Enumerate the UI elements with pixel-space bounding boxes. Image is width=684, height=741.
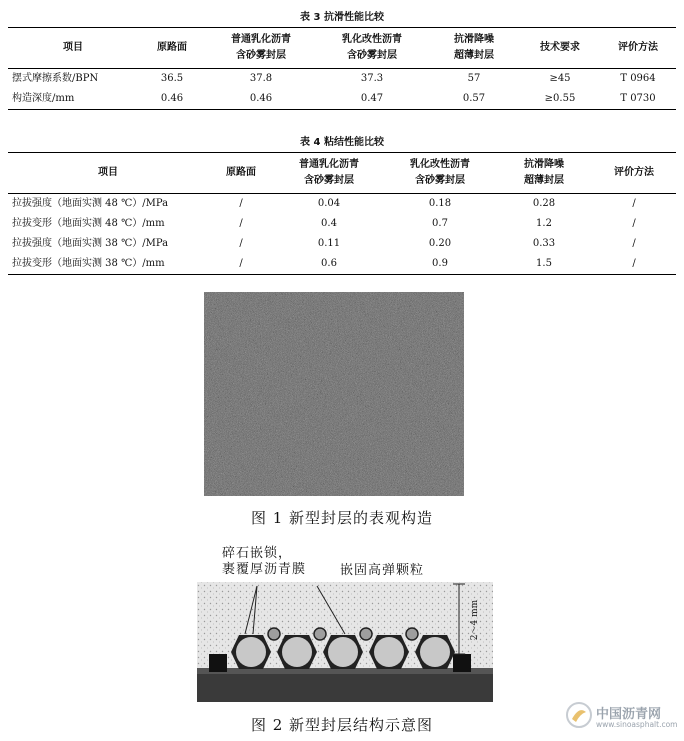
figure1-caption: 图 1 新型封层的表观构造 [250,509,434,527]
table4-cell: 0.11 [317,238,341,249]
table3-cell: 摆式摩擦系数/BPN [12,73,99,84]
table4-cell: 拉拔变形（地面实测 48 ℃）/mm [12,218,165,229]
label-crushed-stone [222,546,306,578]
table3-header-cell: 技术要求 [540,42,580,53]
table-row [8,69,676,90]
table3-header-row [8,28,676,69]
table4-header-row [8,153,676,194]
watermark [566,700,682,732]
table4-cell: 0.33 [532,238,556,249]
table3-cell: T 0730 [620,93,656,104]
table3 [8,27,676,110]
table4-cell: / [632,198,636,209]
side-block [453,654,471,672]
table4-cell: 0.18 [428,198,452,209]
table3-cell: 57 [467,73,481,84]
table3-cell: T 0964 [620,73,656,84]
table3-cell: 36.5 [160,73,184,84]
table4-cell: 0.4 [321,218,337,229]
base-layer [197,670,493,702]
table4-cell: / [239,238,243,249]
table4-header-cell: 乳化改性沥青 含砂雾封层 [410,159,470,186]
table3-cell: ≥45 [549,73,571,84]
table3-header-cell: 抗滑降噪 超薄封层 [454,34,494,61]
table4-cell: 0.04 [317,198,341,209]
table4-cell: 0.28 [532,198,556,209]
table4-header-cell: 原路面 [226,167,256,178]
table3-header-cell: 普通乳化沥青 含砂雾封层 [231,34,291,61]
table3-caption: 表 3 抗滑性能比较 [300,12,384,23]
table-row [8,254,676,275]
side-block [209,654,227,672]
table3-header-cell: 项目 [63,42,83,53]
label-line: 裹覆厚沥青膜 [222,562,307,577]
table3-cell: 0.47 [360,93,384,104]
watermark-name: 中国沥青网 [596,707,662,722]
table4-header-cell: 抗滑降噪 超薄封层 [524,159,564,186]
table3-header-cell: 评价方法 [618,42,658,53]
table4-header-cell: 普通乳化沥青 含砂雾封层 [299,159,359,186]
table4-cell: / [632,258,636,269]
table4-cell: / [239,218,243,229]
label-elastic-particles: 嵌固高弹颗粒 [340,563,425,578]
dimension-label: 2～4 mm [470,599,480,641]
table4-caption: 表 4 粘结性能比较 [300,137,384,148]
table4-cell: / [239,258,243,269]
table4-cell: 拉拔强度（地面实测 38 ℃）/MPa [12,238,169,249]
table4-cell: 0.7 [432,218,448,229]
table3-cell: ≥0.55 [544,93,576,104]
table3-cell: 构造深度/mm [12,93,75,104]
table-row [8,214,676,234]
watermark-url: www.sinoasphalt.com [596,720,678,729]
table-row [8,194,676,215]
table3-cell: 0.46 [249,93,273,104]
figure2-caption: 图 2 新型封层结构示意图 [250,716,434,734]
table4-cell: 0.9 [432,258,448,269]
surface-texture-photo [204,292,464,496]
table3-cell: 0.57 [462,93,486,104]
table4-cell: 0.6 [321,258,337,269]
table3-header-cell: 原路面 [157,42,187,53]
table4-cell: / [632,218,636,229]
table4-cell: 1.2 [536,218,552,229]
table4-cell: 拉拔变形（地面实测 38 ℃）/mm [12,258,165,269]
table-row [8,234,676,254]
table-row [8,89,676,110]
table4-cell: / [632,238,636,249]
table4-cell: 1.5 [536,258,552,269]
table4 [8,152,676,275]
table4-header-cell: 项目 [98,167,118,178]
table4-cell: 0.20 [428,238,452,249]
table4-cell: / [239,198,243,209]
table4-cell: 拉拔强度（地面实测 48 ℃）/MPa [12,198,169,209]
table3-header-cell: 乳化改性沥青 含砂雾封层 [342,34,402,61]
label-line: 碎石嵌锁， [222,546,293,561]
sinoasphalt-logo-icon [566,702,592,728]
table3-cell: 37.8 [249,73,273,84]
table3-cell: 37.3 [360,73,384,84]
aggregate-particles [231,635,455,669]
table3-cell: 0.46 [160,93,184,104]
table4-header-cell: 评价方法 [614,167,654,178]
